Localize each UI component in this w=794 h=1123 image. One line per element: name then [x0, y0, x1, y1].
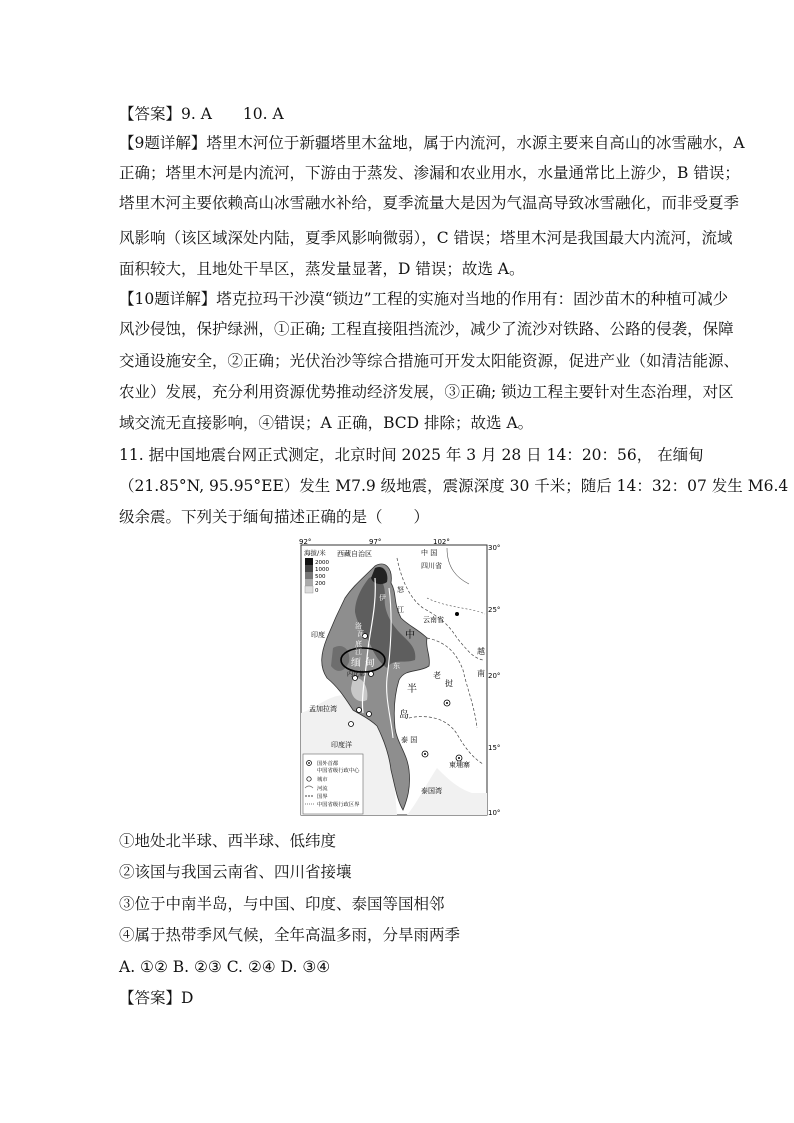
legend-city: 城市: [317, 777, 328, 783]
label-ban: 半: [407, 684, 417, 695]
label-china: 中 国: [421, 549, 438, 557]
label-jiang: 江: [397, 606, 404, 614]
label-mian: 缅: [351, 658, 361, 669]
label-xizang: 西藏自治区: [337, 550, 372, 558]
label-india: 印度: [311, 631, 325, 639]
label-yunnan: 云南省: [423, 616, 444, 624]
label-yi: 伊: [379, 594, 386, 602]
elevation-200: 200: [315, 581, 326, 587]
q10-explanation-line-5: 域交流无直接影响，④错误；A 正确，BCD 排除；故选 A。: [119, 414, 534, 432]
legend-river: 河流: [317, 786, 328, 792]
option-4: ④属于热带季风气候，全年高温多雨，分旱雨两季: [119, 926, 461, 944]
label-naypyidaw: 内比都: [347, 671, 366, 678]
q9-explanation-line-2: 正确；塔里木河是内流河，下游由于蒸发、渗漏和农业用水，水量通常比上游少，B 错误；: [119, 164, 740, 182]
lat-label-30: 30°: [488, 544, 501, 552]
legend-foreign-capital: 国外首都: [317, 761, 339, 767]
lon-label-92: 92°: [299, 538, 312, 546]
label-di: 底: [355, 640, 362, 648]
label-cambodia: 柬埔寨: [449, 761, 470, 769]
lon-label-97: 97°: [369, 538, 382, 546]
option-1: ①地处北半球、西半球、低纬度: [119, 832, 337, 850]
q11-stem-line-2: （21.85°N, 95.95°EE）发生 M7.9 级地震，震源深度 30 千米；随后 14：32：07 发生 M6.4: [119, 477, 789, 495]
lon-label-102: 102°: [433, 538, 450, 546]
label-zhong: 中: [405, 630, 415, 641]
label-dong: 东: [393, 662, 400, 670]
q10-explanation-line-2: 风沙侵蚀，保护绿洲，①正确; 工程直接阻挡流沙，减少了流沙对铁路、公路的侵袭，保障: [119, 320, 734, 338]
elevation-legend-title: 海拔/米: [304, 549, 326, 557]
label-nan: 南: [477, 669, 485, 678]
label-dian: 甸: [365, 658, 375, 669]
elevation-1000: 1000: [315, 567, 329, 573]
option-2: ②该国与我国云南省、四川省接壤: [119, 863, 352, 881]
label-thailand: 泰 国: [401, 736, 418, 744]
q9-explanation-line-1: 【9题详解】塔里木河位于新疆塔里木盆地，属于内流河，水源主要来自高山的冰雪融水，A: [119, 134, 745, 152]
label-dao: 岛: [399, 710, 409, 721]
answer-line-2: 【答案】D: [119, 989, 194, 1007]
answer-line-1: 【答案】9. A 10. A: [119, 105, 284, 123]
option-3: ③位于中南半岛，与中国、印度、泰国等国相邻: [119, 895, 445, 913]
q9-explanation-line-5: 面积较大，且地处干旱区，蒸发量显著，D 错误；故选 A。: [119, 260, 525, 278]
q11-stem-line-3: 级余震。下列关于缅甸描述正确的是（ ）: [119, 508, 430, 526]
elevation-0: 0: [315, 588, 319, 594]
legend-province-border: 中国省级行政区界: [317, 802, 360, 808]
label-wo: 挝: [445, 679, 453, 688]
label-yue: 越: [477, 647, 485, 656]
q10-explanation-line-3: 交通设施安全，②正确；光伏治沙等综合措施可开发太阳能资源，促进产业（如清洁能源、: [119, 352, 740, 370]
elevation-500: 500: [315, 574, 326, 580]
q10-explanation-line-4: 农业）发展，充分利用资源优势推动经济发展，③正确; 锁边工程主要针对生态治理，对区: [119, 383, 734, 401]
label-gulf-thailand: 泰国湾: [421, 787, 442, 795]
label-nu: 怒: [397, 586, 404, 594]
q9-explanation-line-3: 塔里木河主要依赖高山冰雪融水补给，夏季流量大是因为气温高导致冰雪融化，而非受夏季: [119, 194, 740, 212]
myanmar-map: [297, 538, 501, 818]
q9-explanation-line-4: 风影响（该区域深处内陆，夏季风影响微弱），C 错误；塔里木河是我国最大内流河，流域: [119, 229, 733, 247]
elevation-2000: 2000: [315, 560, 329, 566]
label-sichuan: 四川省: [421, 562, 442, 570]
lat-label-10: 10°: [488, 809, 501, 817]
answer-choices: A. ①② B. ②③ C. ②④ D. ③④: [119, 958, 331, 976]
lat-label-15: 15°: [488, 744, 501, 752]
legend-national-border: 国界: [317, 794, 328, 800]
label-luo: 洛: [355, 622, 362, 630]
q10-explanation-line-1: 【10题详解】塔克拉玛干沙漠“锁边”工程的实施对当地的作用有：固沙苗木的种植可减少: [119, 290, 729, 308]
lat-label-25: 25°: [488, 606, 501, 614]
q11-stem-line-1: 11. 据中国地震台网正式测定，北京时间 2025 年 3 月 28 日 14：20：56， 在缅甸: [119, 446, 704, 464]
label-jiang2: 江: [355, 648, 362, 656]
label-wa: 瓦: [357, 630, 364, 638]
label-bengal: 孟加拉湾: [309, 705, 337, 713]
label-lao: 老: [433, 671, 441, 680]
lat-label-20: 20°: [488, 672, 501, 680]
legend-province-center: 中国省级行政中心: [317, 768, 360, 774]
label-indian-ocean: 印度洋: [331, 741, 352, 749]
